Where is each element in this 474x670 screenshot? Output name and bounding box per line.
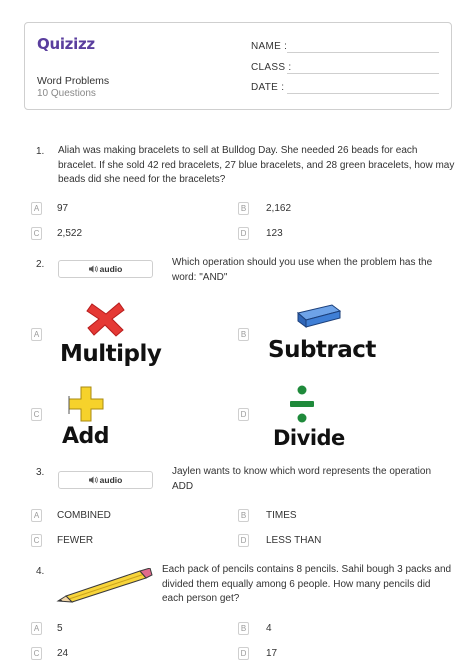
- question-number: 2.: [36, 259, 45, 270]
- plus-icon: [66, 384, 106, 424]
- date-field[interactable]: [287, 93, 439, 94]
- question-line: Jaylen wants to know which word represents the operation: [172, 466, 432, 477]
- option-letter: A: [31, 328, 42, 341]
- pencil-icon: [56, 568, 156, 604]
- class-label: CLASS :: [251, 62, 292, 73]
- name-field[interactable]: [287, 52, 439, 53]
- audio-label: audio: [99, 475, 123, 485]
- date-label: DATE :: [251, 82, 285, 93]
- question-text: [172, 465, 462, 494]
- answer-option[interactable]: 2,522: [57, 228, 83, 239]
- audio-label: audio: [99, 264, 123, 274]
- question-text: [162, 563, 462, 607]
- option-letter: C: [31, 227, 42, 240]
- option-letter: B: [238, 328, 249, 341]
- question-line: word: "AND": [172, 271, 228, 283]
- question-line: Which operation should you use when the problem has the: [172, 257, 433, 268]
- multiply-icon: [86, 300, 126, 338]
- answer-option[interactable]: 4: [266, 623, 272, 634]
- answer-option[interactable]: LESS THAN: [266, 535, 322, 546]
- question-line: divided them equally among 6 people. How many pencils did: [162, 578, 431, 590]
- answer-option[interactable]: Subtract: [268, 337, 376, 363]
- question-number: 3.: [36, 467, 45, 478]
- question-line: bracelet. If she sold 42 red bracelets, 27 blue bracelets, and 28 green bracelets, how may: [58, 159, 455, 171]
- question-text: [172, 256, 462, 285]
- question-text: [58, 144, 458, 188]
- answer-option[interactable]: Multiply: [60, 341, 162, 367]
- answer-option[interactable]: TIMES: [266, 510, 297, 521]
- option-letter: C: [31, 647, 42, 660]
- option-letter: A: [31, 622, 42, 635]
- question-line: Aliah was making bracelets to sell at Bulldog Day. She needed 26 beads for each: [58, 145, 418, 156]
- answer-option[interactable]: 5: [57, 623, 63, 634]
- answer-option[interactable]: 17: [266, 648, 278, 659]
- speaker-icon: [89, 476, 98, 484]
- question-line: each person get?: [162, 593, 240, 604]
- question-line: Each pack of pencils contains 8 pencils. Sahil bough 3 packs and: [162, 564, 452, 575]
- speaker-icon: [89, 265, 98, 273]
- question-number: 1.: [36, 146, 45, 157]
- answer-option[interactable]: 24: [57, 648, 69, 659]
- answer-option[interactable]: 2,162: [266, 203, 292, 214]
- question-line: beads did she need for the bracelets?: [58, 174, 226, 185]
- name-label: NAME :: [251, 41, 288, 52]
- option-letter: D: [238, 647, 249, 660]
- option-letter: D: [238, 227, 249, 240]
- answer-option[interactable]: COMBINED: [57, 510, 111, 521]
- answer-option[interactable]: FEWER: [57, 535, 94, 546]
- audio-button[interactable]: [58, 471, 153, 489]
- option-letter: C: [31, 534, 42, 547]
- answer-option[interactable]: 97: [57, 203, 69, 214]
- option-letter: D: [238, 408, 249, 421]
- subtract-icon: [296, 303, 342, 329]
- brand-logo: Quizizz: [37, 35, 95, 53]
- question-line: ADD: [172, 480, 194, 492]
- audio-button[interactable]: [58, 260, 153, 278]
- option-letter: B: [238, 509, 249, 522]
- option-letter: C: [31, 408, 42, 421]
- answer-option[interactable]: 123: [266, 228, 283, 239]
- option-letter: A: [31, 509, 42, 522]
- option-letter: A: [31, 202, 42, 215]
- option-letter: B: [238, 622, 249, 635]
- answer-option[interactable]: Add: [62, 424, 110, 449]
- worksheet-header: [24, 22, 452, 110]
- question-number: 4.: [36, 566, 45, 577]
- worksheet-title: Word Problems: [37, 75, 110, 87]
- worksheet-subtitle: 10 Questions: [37, 88, 96, 99]
- option-letter: D: [238, 534, 249, 547]
- class-field[interactable]: [287, 73, 439, 74]
- divide-icon: [289, 384, 315, 424]
- option-letter: B: [238, 202, 249, 215]
- answer-option[interactable]: Divide: [273, 426, 345, 450]
